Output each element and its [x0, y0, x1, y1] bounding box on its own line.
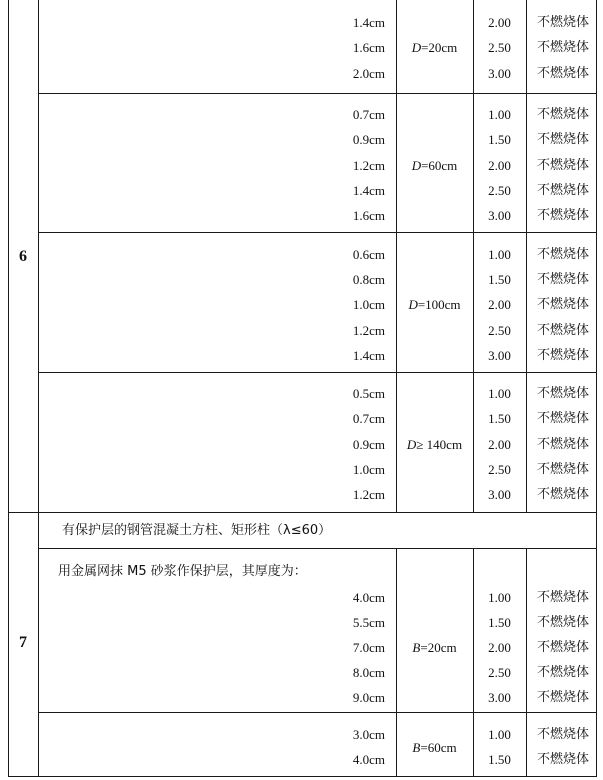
- thickness-value: 1.6cm: [352, 40, 385, 56]
- combustibility-class: 不燃烧体: [536, 107, 589, 122]
- thickness-value: 1.0cm: [352, 461, 385, 477]
- row-number: 6: [19, 248, 27, 265]
- thickness-value: 8.0cm: [352, 665, 385, 680]
- table-rule: [396, 548, 397, 712]
- combustibility-class: 不燃烧体: [536, 752, 589, 767]
- combustibility-class: 不燃烧体: [536, 347, 589, 363]
- fire-rating-value: 3.00: [488, 487, 511, 503]
- table-rule: [38, 372, 597, 373]
- combustibility-class: 不燃烧体: [536, 65, 589, 81]
- fire-rating-value: 2.50: [488, 322, 511, 338]
- combustibility-class: 不燃烧体: [536, 411, 589, 427]
- dimension-symbol: D: [411, 157, 422, 173]
- fire-rating-value: 1.00: [488, 247, 511, 262]
- fire-rating-value: 1.50: [488, 615, 511, 630]
- row-number: 7: [19, 634, 27, 651]
- thickness-value: 5.5cm: [352, 615, 385, 630]
- combustibility-class: 不燃烧体: [536, 40, 589, 56]
- fire-rating-value: 2.00: [488, 157, 511, 173]
- thickness-value: 9.0cm: [352, 690, 385, 705]
- combustibility-class: 不燃烧体: [536, 297, 589, 313]
- dimension-value: =20cm: [420, 640, 457, 655]
- fire-rating-value: 2.50: [488, 665, 511, 680]
- fire-rating-value: 1.00: [488, 727, 511, 742]
- fire-rating-value: 1.50: [488, 752, 511, 767]
- thickness-value: 0.5cm: [352, 386, 385, 401]
- protection-layer-note: 用金属网抹 M5 砂浆作保护层，其厚度为：: [58, 564, 307, 579]
- fire-rating-value: 1.00: [488, 590, 511, 605]
- column-dimension: [396, 740, 473, 756]
- table-rule: [38, 512, 597, 513]
- combustibility-class: 不燃烧体: [536, 247, 589, 262]
- combustibility-class: 不燃烧体: [536, 386, 589, 401]
- fire-rating-value: 2.00: [488, 640, 511, 655]
- dimension-value: =60cm: [421, 157, 458, 173]
- dimension-value: =100cm: [417, 297, 461, 313]
- thickness-value: 2.0cm: [352, 65, 385, 81]
- dimension-symbol: D: [408, 297, 418, 313]
- fire-rating-value: 3.00: [488, 690, 511, 705]
- combustibility-class: 不燃烧体: [536, 487, 589, 503]
- table-rule: [38, 0, 39, 776]
- combustibility-class: 不燃烧体: [536, 590, 589, 605]
- table-rule: [38, 712, 597, 713]
- thickness-value: 1.4cm: [352, 182, 385, 198]
- combustibility-class: 不燃烧体: [536, 272, 589, 288]
- thickness-value: 7.0cm: [352, 640, 385, 655]
- combustibility-class: 不燃烧体: [536, 208, 589, 224]
- table-rule: [526, 93, 527, 232]
- table-rule: [38, 776, 597, 777]
- thickness-value: 4.0cm: [352, 752, 385, 767]
- table-rule: [38, 232, 597, 233]
- thickness-value: 1.6cm: [352, 208, 385, 224]
- dimension-value: ≥ 140cm: [416, 436, 463, 452]
- column-dimension: [396, 640, 473, 656]
- fire-rating-value: 3.00: [488, 65, 511, 81]
- dimension-value: =20cm: [421, 40, 458, 56]
- combustibility-class: 不燃烧体: [536, 727, 589, 742]
- thickness-value: 0.9cm: [352, 436, 385, 452]
- combustibility-class: 不燃烧体: [536, 615, 589, 630]
- fire-rating-value: 1.50: [488, 132, 511, 148]
- thickness-value: 1.4cm: [352, 347, 385, 363]
- dimension-symbol: B: [412, 640, 421, 655]
- combustibility-class: 不燃烧体: [536, 322, 589, 338]
- dimension-value: =60cm: [420, 739, 457, 755]
- thickness-value: 0.7cm: [352, 411, 385, 427]
- fire-rating-value: 2.00: [488, 15, 511, 30]
- dimension-symbol: D: [406, 436, 417, 452]
- combustibility-class: 不燃烧体: [536, 461, 589, 477]
- fire-rating-value: 2.50: [488, 40, 511, 56]
- thickness-value: 4.0cm: [352, 590, 385, 605]
- section-heading: 有保护层的钢管混凝土方柱、矩形柱（λ≤60）: [62, 523, 332, 538]
- fire-rating-value: 2.00: [488, 436, 511, 452]
- thickness-value: 0.6cm: [352, 247, 385, 262]
- fire-rating-value: 1.00: [488, 386, 511, 401]
- dimension-symbol: B: [412, 739, 421, 755]
- fire-rating-value: 1.00: [488, 107, 511, 122]
- table-rule: [38, 93, 597, 94]
- dimension-symbol: D: [411, 40, 422, 56]
- table-rule: [8, 0, 9, 776]
- column-dimension: [396, 297, 473, 313]
- combustibility-class: 不燃烧体: [536, 15, 589, 30]
- column-dimension: [396, 158, 473, 174]
- combustibility-class: 不燃烧体: [536, 436, 589, 452]
- table-rule: [526, 712, 527, 776]
- thickness-value: 1.2cm: [352, 157, 385, 173]
- fire-rating-value: 3.00: [488, 347, 511, 363]
- table-rule: [526, 232, 527, 372]
- table-rule: [38, 548, 597, 549]
- column-dimension: [396, 437, 473, 453]
- table-rule: [526, 372, 527, 512]
- thickness-value: 1.4cm: [352, 15, 385, 30]
- thickness-value: 0.9cm: [352, 132, 385, 148]
- thickness-value: 1.2cm: [352, 487, 385, 503]
- fire-rating-value: 2.00: [488, 297, 511, 313]
- thickness-value: 1.0cm: [352, 297, 385, 313]
- thickness-value: 1.2cm: [352, 322, 385, 338]
- table-rule: [526, 548, 527, 712]
- combustibility-class: 不燃烧体: [536, 665, 589, 680]
- fire-rating-value: 1.50: [488, 272, 511, 288]
- combustibility-class: 不燃烧体: [536, 640, 589, 655]
- thickness-value: 3.0cm: [352, 727, 385, 742]
- thickness-value: 0.7cm: [352, 107, 385, 122]
- thickness-value: 0.8cm: [352, 272, 385, 288]
- table-rule: [526, 0, 527, 93]
- combustibility-class: 不燃烧体: [536, 182, 589, 198]
- fire-rating-value: 3.00: [488, 208, 511, 224]
- column-dimension: [396, 40, 473, 56]
- fire-rating-value: 1.50: [488, 411, 511, 427]
- fire-rating-value: 2.50: [488, 182, 511, 198]
- fire-rating-value: 2.50: [488, 461, 511, 477]
- combustibility-class: 不燃烧体: [536, 157, 589, 173]
- combustibility-class: 不燃烧体: [536, 132, 589, 148]
- combustibility-class: 不燃烧体: [536, 690, 589, 705]
